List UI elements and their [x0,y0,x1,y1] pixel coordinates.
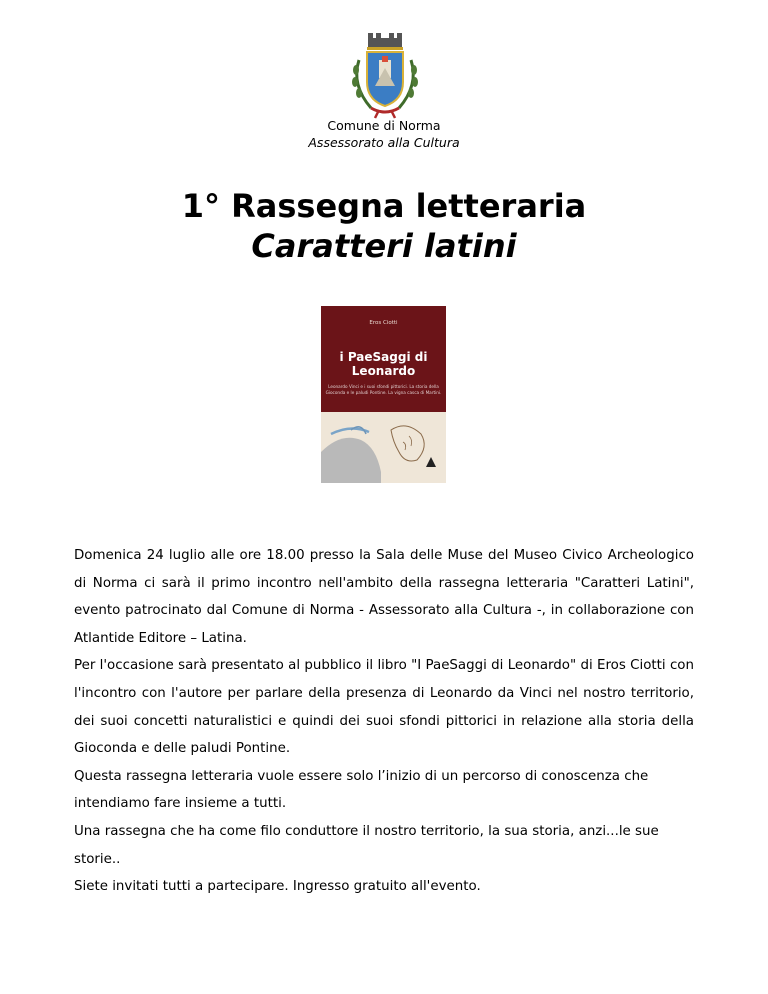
book-cover-title-line2: Leonardo [351,364,416,378]
article-body [74,542,694,901]
paragraph-intro: Questa rassegna letteraria vuole essere solo l’inizio di un percorso di conoscenza che intendiamo fare insieme a tutti. [74,768,649,812]
paragraph-invitation: Siete invitati tutti a partecipare. Ingresso gratuito all'evento. [74,879,481,895]
paragraph-theme: Una rassegna che ha come filo conduttore il nostro territorio, la sua storia, anzi...le sue storie.. [74,823,659,867]
book-cover-author: Eros Ciotti [369,320,398,326]
paragraph-event: Domenica 24 luglio alle ore 18.00 presso la Sala delle Muse del Museo Civico Archeologico di Norma ci sarà il primo incontro nell'ambito della rassegna letteraria "Caratteri Latini", evento patrocinato dal Comune di Norma - Assessorato alla Cultura -, in collaborazione con Atlantide Editore – Latina. [74,548,694,646]
event-subtitle: Caratteri latini [251,227,517,265]
paragraph-book: Per l'occasione sarà presentato al pubblico il libro "I PaeSaggi di Leonardo" di Eros Ciotti con l'incontro con l'autore per parlare della presenza di Leonardo da Vinci nel nostro territorio, dei suoi concetti naturalistici e quindi dei suoi sfondi pittorici in relazione alla storia della Gioconda e delle paludi Pontine. [74,658,694,757]
issuer-name: Comune di Norma [327,118,441,133]
issuer-department: Assessorato alla Cultura [308,135,460,150]
municipal-crest-icon [345,30,425,120]
book-cover-title-line1: i PaeSaggi di [339,350,428,364]
book-cover-image [321,306,446,483]
event-title: 1° Rassegna letteraria [181,187,587,225]
book-cover-blurb: Leonardo Vinci e i suoi sfondi pittorici. La storia della Gioconda e le paludi Pontine. La vigna casca di Martini. [325,384,442,395]
book-cover-title [321,350,446,378]
book-cover-artwork-icon [321,412,446,483]
